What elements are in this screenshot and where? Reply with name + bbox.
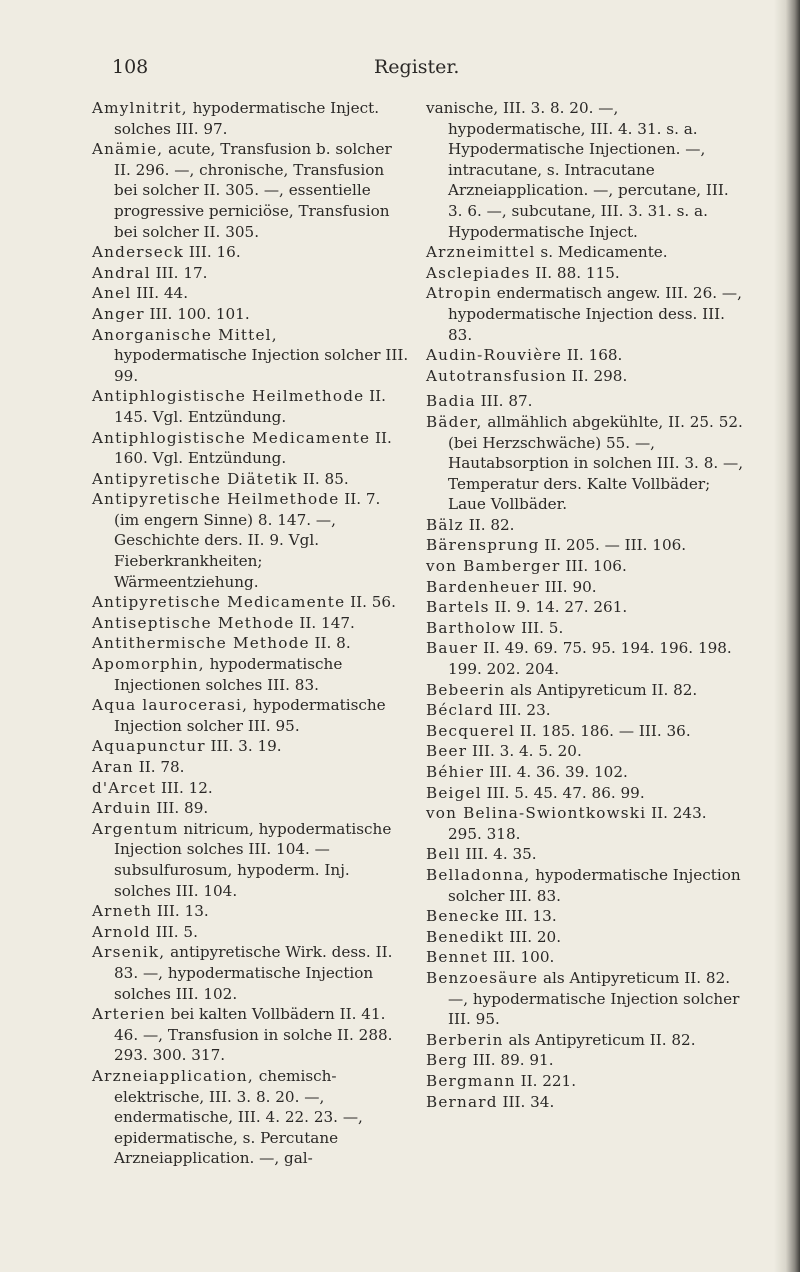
index-entry	[92, 736, 410, 757]
index-entry-term: Bernard	[426, 1092, 498, 1111]
index-entry-term: Becquerel	[426, 721, 516, 740]
index-entry-references: als Antipyreticum II. 82.	[505, 680, 698, 699]
index-entry-term: Bärensprung	[426, 536, 540, 555]
page-edge-shadow	[774, 0, 800, 1272]
index-entry	[92, 1066, 410, 1169]
index-entry	[426, 412, 744, 515]
index-entry-references: nitricum, hypodermatische Injection solches III. 104. — subsulfurosum, hypoderm. Inj. solches III. 104.	[114, 819, 392, 900]
index-entry-references: III. 90.	[539, 577, 597, 596]
index-entry-references: hypodermatische Injectionen solches III. 83.	[114, 655, 343, 694]
index-entry	[92, 819, 410, 901]
index-entry-references: III. 89. 91.	[467, 1051, 554, 1070]
index-entry	[92, 798, 410, 819]
index-entry-references: hypodermatische Injection solcher III. 83.	[448, 865, 741, 905]
index-entry-references: II. 160. Vgl. Entzündung.	[114, 428, 392, 468]
index-entry	[426, 927, 744, 948]
index-entry	[92, 613, 410, 634]
index-entry	[426, 515, 744, 536]
index-entry-references: III. 5.	[150, 922, 198, 941]
index-entry-references: III. 44.	[131, 284, 189, 303]
index-entry-term: Bauer	[426, 639, 479, 658]
index-entry	[426, 345, 744, 366]
index-entry-references: III. 16.	[184, 243, 241, 262]
index-entry	[92, 304, 410, 325]
index-entry	[92, 283, 410, 304]
index-entry-term: Bardenheuer	[426, 577, 540, 596]
index-entry-references: hypodermatische Injection solcher III. 95.	[114, 696, 386, 735]
index-entry-term: von Belina-Swiontkowski	[426, 804, 647, 823]
index-entry-term: Arterien	[92, 1005, 166, 1024]
index-entry-term: Atropin	[426, 284, 492, 303]
index-entry	[426, 844, 744, 865]
index-entry-term: Benedikt	[426, 927, 505, 946]
index-entry-term: Anderseck	[92, 243, 185, 262]
index-entry-references: II. 9. 14. 27. 261.	[489, 598, 628, 617]
index-entry-references: antipyretische Wirk. dess. II. 83. —, hypodermatische Injection solches III. 102.	[114, 943, 393, 1003]
index-entry	[92, 386, 410, 427]
index-entry	[426, 597, 744, 618]
index-entry	[426, 556, 744, 577]
index-entry-term: Bell	[426, 845, 461, 864]
index-entry	[92, 325, 410, 387]
index-entry-references: s. Medicamente.	[535, 243, 668, 262]
index-entry	[426, 865, 744, 906]
index-entry-references: III. 106.	[560, 557, 627, 576]
index-entry-references: als Antipyreticum II. 82.	[503, 1030, 696, 1049]
index-entry-term: Arzneiapplication,	[92, 1066, 254, 1085]
index-entry-references: chemisch-elektrische, III. 3. 8. 20. —, endermatische, III. 4. 22. 23. —, epidermatische, s. Percutane Arzneiapplication. —, gal-	[114, 1066, 363, 1168]
index-entry	[426, 391, 744, 412]
index-entry-term: Bebeerin	[426, 680, 506, 699]
left-column	[92, 98, 410, 1169]
right-column	[426, 98, 744, 1112]
index-entry	[92, 428, 410, 469]
index-entry-references: III. 17.	[150, 263, 208, 282]
index-entry	[426, 783, 744, 804]
index-entry-term: Arsenik,	[92, 943, 166, 962]
index-entry	[426, 638, 744, 679]
index-entry	[426, 283, 744, 345]
index-entry	[426, 366, 744, 387]
index-entry	[92, 901, 410, 922]
index-entry	[92, 1004, 410, 1066]
index-entry	[92, 633, 410, 654]
index-entry-term: Asclepiades	[426, 263, 531, 282]
index-entry	[426, 968, 744, 1030]
index-entry-term: Andral	[92, 263, 151, 282]
index-entry-references: III. 5.	[516, 618, 564, 637]
index-entry	[92, 242, 410, 263]
index-entry-term: Antipyretische Heilmethode	[92, 490, 340, 509]
index-entry-references: hypodermatische Inject. solches III. 97.	[114, 99, 380, 138]
index-entry-term: Antiphlogistische Heilmethode	[92, 387, 365, 406]
index-entry	[426, 680, 744, 701]
index-entry-references: bei kalten Vollbädern II. 41. 46. —, Transfusion in solche II. 288. 293. 300. 317.	[114, 1005, 393, 1065]
index-entry	[92, 98, 410, 139]
index-entry-term: Antithermische Methode	[92, 634, 310, 653]
index-entry	[426, 242, 744, 263]
index-entry-references: III. 23.	[493, 701, 551, 720]
index-entry-references: hypodermatische Injection solcher III. 99.	[114, 346, 409, 385]
index-entry-term: Arzneimittel	[426, 243, 536, 262]
index-entry-references: II. 145. Vgl. Entzündung.	[114, 387, 386, 426]
index-entry	[426, 700, 744, 721]
index-entry-term: Aqua laurocerasi,	[92, 696, 249, 715]
index-entry	[92, 489, 410, 592]
index-entry-term: Apomorphin,	[92, 655, 205, 674]
index-entry-references: II. 88. 115.	[530, 263, 620, 282]
index-entry-references: III. 13.	[500, 907, 557, 926]
index-entry-references: II. 7. (im engern Sinne) 8. 147. —, Geschichte ders. II. 9. Vgl. Fieberkrankheiten; Wärmeentziehung.	[114, 490, 381, 591]
index-entry	[92, 695, 410, 736]
index-entry-term: Antiphlogistische Medicamente	[92, 428, 371, 447]
index-entry	[426, 98, 744, 242]
index-entry-references: II. 82.	[463, 515, 515, 534]
index-entry	[92, 469, 410, 490]
index-entry	[92, 757, 410, 778]
index-entry-references: allmählich abgekühlte, II. 25. 52. (bei Herzschwäche) 55. —, Hautabsorption in solchen III. 3. 8. —, Temperatur ders. Kalte Vollbäder; Laue Vollbäder.	[448, 412, 744, 514]
index-entry-references: III. 4. 35.	[460, 845, 537, 864]
index-entry	[426, 535, 744, 556]
index-entry-term: Anger	[92, 304, 145, 323]
index-entry-references: II. 185. 186. — III. 36.	[515, 721, 691, 740]
index-entry-references: II. 147.	[294, 613, 355, 632]
index-entry-term: Beer	[426, 742, 468, 761]
index-entry-references: II. 243. 295. 318.	[448, 804, 707, 843]
index-entry	[426, 263, 744, 284]
index-entry-references: III. 12.	[156, 778, 213, 797]
index-entry-references: III. 20.	[504, 927, 562, 946]
index-entry-term: Arduin	[92, 799, 152, 818]
index-entry-term: Autotransfusion	[426, 366, 567, 385]
index-entry-term: Argentum	[92, 819, 179, 838]
index-entry	[92, 592, 410, 613]
index-entry-term: Bergmann	[426, 1071, 516, 1090]
index-entry-references: als Antipyreticum II. 82. —, hypodermatische Injection solcher III. 95.	[448, 968, 740, 1029]
index-entry-references: II. 8.	[309, 634, 351, 653]
index-entry-references: III. 3. 19.	[205, 737, 282, 756]
index-entry-term: Antiseptische Methode	[92, 613, 295, 632]
index-entry-references: endermatisch angew. III. 26. —, hypodermatische Injection dess. III. 83.	[448, 284, 742, 344]
index-entry-references: III. 87.	[475, 392, 533, 411]
index-entry-term: Béhier	[426, 763, 485, 781]
page-header	[112, 56, 732, 84]
index-entry-term: Belladonna,	[426, 865, 531, 884]
index-entry-term: Audin-Rouvière	[426, 346, 563, 365]
index-entry-term: Béclard	[426, 701, 494, 720]
index-entry-references: vanische, III. 3. 8. 20. —, hypodermatische, III. 4. 31. s. a. Hypodermatische Injectionen. —, intracutane, s. Intracutane Arzneiapplication. —, percutane, III. 3. 6. —, subcutane, III. 3. 31. s. a. Hypodermatische Inject.	[426, 99, 729, 241]
index-entry-references: II. 221.	[515, 1071, 577, 1090]
index-entry	[92, 654, 410, 695]
index-entry-references: II. 56.	[345, 593, 396, 612]
index-entry	[426, 947, 744, 968]
index-entry-term: Beigel	[426, 783, 482, 802]
index-entry-term: Anel	[92, 284, 132, 303]
page-number: 108	[112, 56, 149, 78]
index-entry-references: III. 89.	[151, 799, 209, 818]
index-entry-term: Benecke	[426, 907, 501, 926]
index-entry-term: Bennet	[426, 948, 489, 967]
index-entry-references: III. 4. 36. 39. 102.	[484, 763, 628, 781]
index-entry-references: III. 13.	[152, 902, 209, 921]
index-entry-references: II. 78.	[133, 758, 185, 776]
index-entry-term: d'Arcet	[92, 778, 157, 797]
index-entry	[426, 741, 744, 762]
index-entry-term: Anämie,	[92, 140, 164, 159]
index-entry-term: Amylnitrit,	[92, 99, 188, 117]
index-entry-references: III. 100.	[488, 948, 555, 967]
index-entry-references: II. 205. — III. 106.	[539, 536, 687, 555]
index-entry-term: Bäder,	[426, 412, 483, 431]
index-entry	[426, 1030, 744, 1051]
index-entry	[426, 1071, 744, 1092]
index-entry-term: Aquapunctur	[92, 737, 206, 756]
index-entry-references: acute, Transfusion b. solcher II. 296. —, chronische, Transfusion bei solcher II. 305. —, essentielle progressive perniciöse, Transfusion bei solcher II. 305.	[114, 140, 392, 241]
index-entry-term: Antipyretische Diätetik	[92, 469, 299, 488]
index-entry	[426, 1050, 744, 1071]
index-entry-term: Berberin	[426, 1030, 504, 1049]
index-entry	[426, 906, 744, 927]
index-entry-term: Benzoesäure	[426, 968, 539, 987]
index-entry-term: Antipyretische Medicamente	[92, 593, 346, 612]
index-entry	[426, 618, 744, 639]
index-entry-references: II. 298.	[566, 366, 628, 385]
index-entry-term: Arnold	[92, 922, 151, 941]
index-entry-references: III. 34.	[497, 1092, 555, 1111]
index-entry	[92, 942, 410, 1004]
index-entry	[426, 1092, 744, 1113]
index-entry-references: II. 168.	[562, 346, 623, 365]
index-entry-references: III. 3. 4. 5. 20.	[467, 742, 582, 761]
index-entry-term: Berg	[426, 1051, 468, 1070]
index-entry-term: Bartels	[426, 598, 490, 617]
index-entry	[426, 803, 744, 844]
index-entry-term: Aran	[92, 758, 134, 776]
index-entry-references: II. 49. 69. 75. 95. 194. 196. 198. 199. 202. 204.	[448, 639, 732, 679]
index-entry-references: III. 5. 45. 47. 86. 99.	[481, 783, 645, 802]
index-entry	[92, 778, 410, 799]
index-entry	[426, 762, 744, 783]
index-entry-term: Anorganische Mittel,	[92, 325, 278, 344]
index-entry-term: Bartholow	[426, 618, 517, 637]
index-entry	[92, 139, 410, 242]
running-title: Register.	[374, 56, 460, 78]
index-entry-references: III. 100. 101.	[144, 304, 250, 323]
index-entry	[92, 263, 410, 284]
index-entry-term: Arneth	[92, 902, 153, 921]
index-entry	[92, 922, 410, 943]
index-entry-references: II. 85.	[298, 469, 349, 488]
index-entry-term: Bälz	[426, 515, 464, 534]
index-entry	[426, 577, 744, 598]
index-entry-term: von Bamberger	[426, 557, 561, 576]
index-entry	[426, 721, 744, 742]
index-entry-term: Badia	[426, 392, 476, 411]
